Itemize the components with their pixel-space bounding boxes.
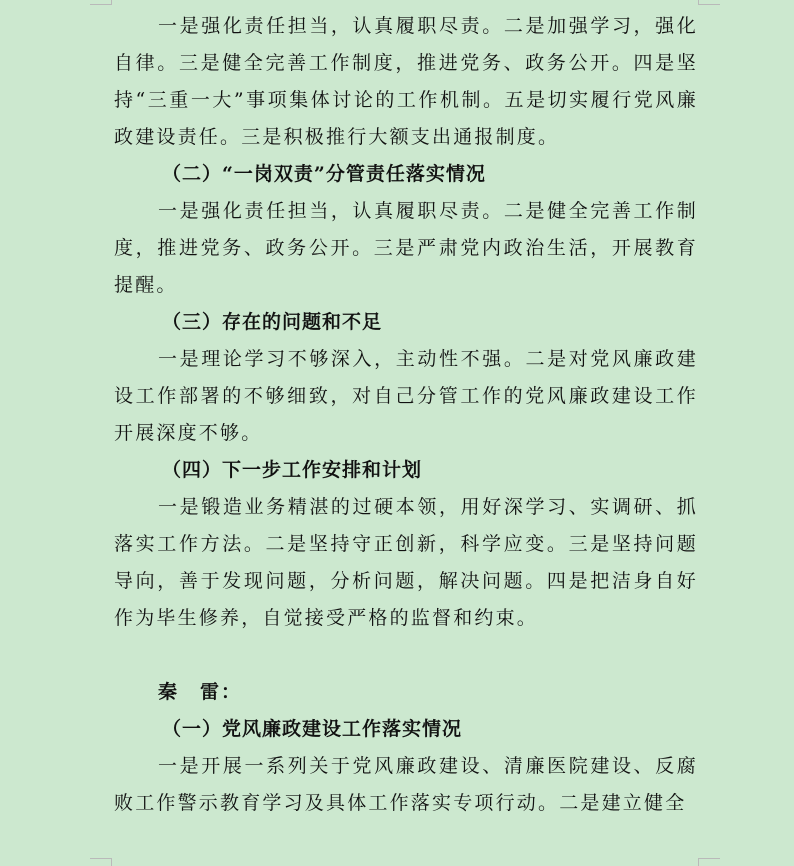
blank-line: [114, 637, 698, 674]
crop-mark: [698, 858, 699, 866]
person-name: 秦 雷：: [158, 681, 243, 703]
section-heading-4: （四）下一步工作安排和计划: [162, 459, 423, 481]
section-heading-2: （二）“一岗双责”分管责任落实情况: [162, 163, 486, 185]
crop-mark: [111, 858, 112, 866]
section-heading-3: （三）存在的问题和不足: [162, 311, 383, 333]
paragraph-one-post-two-duties: 一是强化责任担当，认真履职尽责。二是健全完善工作制度，推进党务、政务公开。三是严肃党内政治生活，开展教育提醒。: [114, 200, 698, 296]
crop-mark: [698, 858, 720, 859]
crop-mark: [111, 0, 112, 5]
paragraph-implementation: 一是开展一系列关于党风廉政建设、清廉医院建设、反腐败工作警示教育学习及具体工作落实专项行动。二是建立健全: [114, 755, 698, 814]
crop-mark: [90, 858, 112, 859]
section-heading-1: （一）党风廉政建设工作落实情况: [162, 718, 463, 740]
paragraph-responsibility: 一是强化责任担当，认真履职尽责。二是加强学习，强化自律。三是健全完善工作制度，推进党务、政务公开。四是坚持“三重一大”事项集体讨论的工作机制。五是切实履行党风廉政建设责任。三是积极推行大额支出通报制度。: [114, 15, 698, 148]
crop-mark: [698, 0, 699, 5]
paragraph-next-steps: 一是锻造业务精湛的过硬本领，用好深学习、实调研、抓落实工作方法。二是坚持守正创新，科学应变。三是坚持问题导向，善于发现问题，分析问题，解决问题。四是把洁身自好作为毕生修养，自觉接受严格的监督和约束。: [114, 496, 698, 629]
document-body: [114, 8, 698, 822]
crop-mark: [698, 4, 720, 5]
paragraph-problems: 一是理论学习不够深入，主动性不强。二是对党风廉政建设工作部署的不够细致，对自己分管工作的党风廉政建设工作开展深度不够。: [114, 348, 698, 444]
crop-mark: [90, 4, 112, 5]
